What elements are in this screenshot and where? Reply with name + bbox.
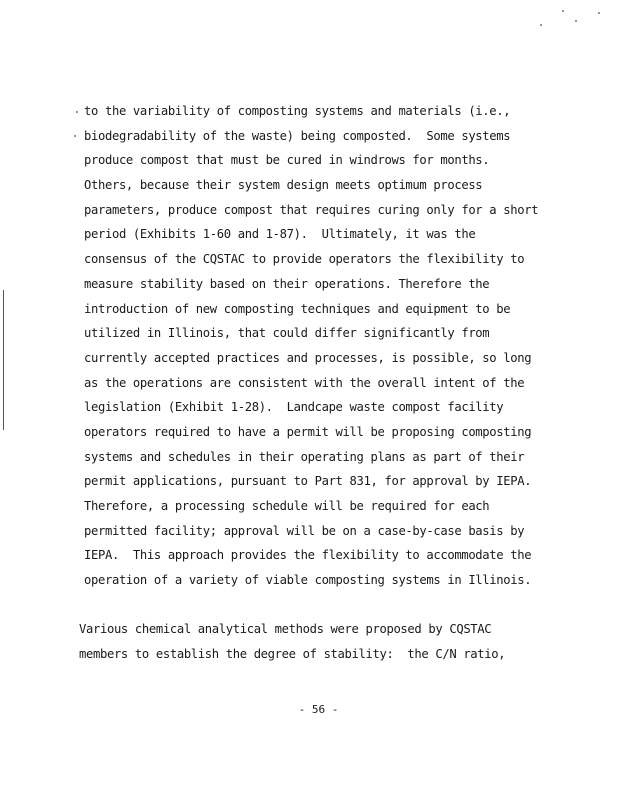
text-line: consensus of the CQSTAC to provide operators the flexibility to — [84, 252, 525, 267]
body-paragraph — [84, 99, 604, 593]
page-number: - 56 - — [298, 703, 339, 716]
scan-speck — [74, 135, 76, 137]
text-line: operators required to have a permit will be proposing composting — [84, 424, 532, 439]
scan-margin-line — [3, 290, 4, 430]
body-paragraph — [79, 617, 599, 666]
text-line: period (Exhibits 1-60 and 1-87). Ultimately, it was the — [84, 227, 476, 242]
text-line: to the variability of composting systems and materials (i.e., — [84, 104, 511, 118]
text-line: operation of a variety of viable composting systems in Illinois. — [84, 573, 532, 588]
text-line: parameters, produce compost that requires curing only for a short — [84, 202, 539, 217]
scan-speck — [598, 12, 600, 14]
text-line: IEPA. This approach provides the flexibility to accommodate the — [84, 548, 532, 563]
text-line: introduction of new composting techniques and equipment to be — [84, 301, 511, 316]
text-line: Therefore, a processing schedule will be required for each — [84, 499, 490, 513]
text-line: permitted facility; approval will be on a case-by-case basis by — [84, 523, 525, 538]
text-line: as the operations are consistent with the overall intent of the — [84, 375, 525, 390]
text-line: legislation (Exhibit 1-28). Landcape waste compost facility — [84, 400, 504, 415]
scan-speck — [562, 10, 564, 12]
text-line: currently accepted practices and processes, is possible, so long — [84, 350, 532, 365]
text-line: utilized in Illinois, that could differ significantly from — [84, 326, 490, 341]
text-line: Others, because their system design meets optimum process — [84, 178, 483, 193]
text-line: permit applications, pursuant to Part 831, for approval by IEPA. — [84, 474, 532, 489]
scan-speck — [76, 111, 78, 113]
scan-speck — [540, 24, 542, 26]
text-line: members to establish the degree of stability: the C/N ratio, — [79, 646, 506, 661]
scan-speck — [575, 20, 577, 22]
text-line: systems and schedules in their operating plans as part of their — [84, 449, 525, 464]
text-line: produce compost that must be cured in windrows for months. — [84, 153, 490, 168]
text-line: measure stability based on their operations. Therefore the — [84, 276, 490, 291]
text-line: biodegradability of the waste) being composted. Some systems — [84, 128, 511, 143]
text-line: Various chemical analytical methods were proposed by CQSTAC — [79, 622, 492, 636]
